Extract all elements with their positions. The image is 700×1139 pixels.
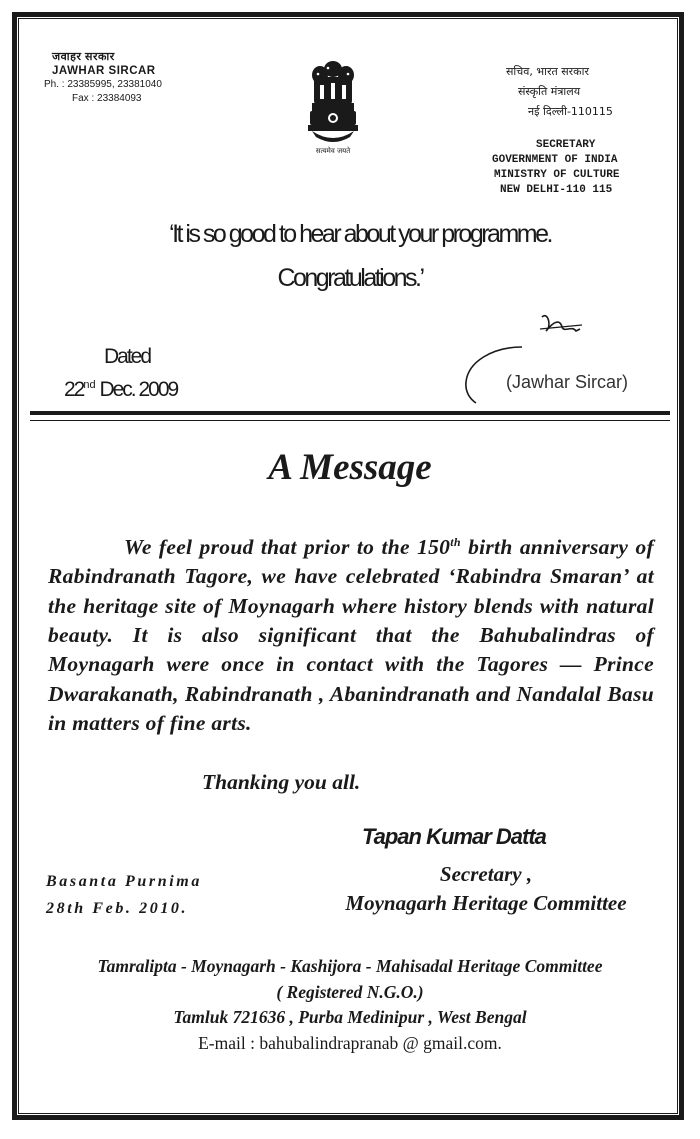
sender-designation-block [316, 860, 656, 918]
occasion-block [46, 868, 202, 922]
fax-number: Fax : 23384093 [72, 93, 142, 104]
sender-designation: Secretary , [439, 862, 533, 886]
message-body [48, 528, 654, 738]
message-title: A Message [268, 447, 432, 488]
letterhead-right-hindi [488, 62, 613, 122]
letterhead-left [44, 50, 162, 106]
letterhead-right-english [488, 138, 668, 198]
committee-name: Tamralipta - Moynagarh - Kashijora - Mahisadal Heritage Committee [97, 956, 603, 976]
hindi-line: संस्कृति मंत्रालय [518, 85, 581, 98]
sender-signature-name: Tapan Kumar Datta [362, 824, 546, 849]
designation-line: NEW DELHI-110 115 [500, 184, 613, 196]
date-suffix: nd [83, 379, 96, 391]
dated-block [64, 343, 177, 404]
hindi-line: नई दिल्ली-110115 [528, 105, 613, 118]
quote-line-1: ‘It is so good to hear about your programme. [169, 220, 551, 248]
message-date: 28th Feb. 2010. [46, 900, 189, 917]
occasion: Basanta Purnima [46, 873, 202, 890]
date-rest: Dec. 2009 [95, 378, 178, 401]
dated-label: Dated [104, 345, 151, 368]
section-divider [30, 411, 670, 415]
designation-line: MINISTRY OF CULTURE [494, 169, 620, 181]
designation-line: SECRETARY [536, 139, 596, 151]
date-day: 22 [64, 378, 84, 401]
emblem-caption: सत्यमेव जयते [315, 147, 351, 155]
body-text: birth anniversary of Rabindranath Tagore, we have celebrated ‘Rabindra Smaran’ at the heritage site of Moynagarh where history blends with natural beauty. It is also significant that the Bahubalindras of Moynagarh were once in contact with the Tagores — Prince Dwarakanath, Rabindranath , Abanindranath and Nandalal Basu in matters of fine arts. [48, 535, 654, 735]
section-divider [30, 420, 670, 421]
lion-capital-icon [298, 55, 368, 147]
name-hindi: जवाहर सरकार [52, 51, 115, 63]
sender-organisation: Moynagarh Heritage Committee [345, 891, 627, 915]
signatory-name: (Jawhar Sircar) [506, 372, 629, 392]
national-emblem [298, 55, 368, 155]
ordinal-suffix: th [450, 535, 461, 549]
dated-date [64, 371, 177, 404]
thanks-line: Thanking you all. [202, 770, 361, 794]
designation-line: GOVERNMENT OF INDIA [492, 154, 618, 166]
body-text: We feel proud that prior to the 150 [124, 535, 451, 560]
address: Tamluk 721636 , Purba Medinipur , West Bengal [173, 1007, 527, 1027]
quote-line-2: Congratulations.’ [277, 264, 423, 292]
footer [30, 954, 670, 1056]
sender-name: JAWHAR SIRCAR [52, 65, 156, 77]
registration: ( Registered N.G.O.) [276, 981, 424, 1002]
hindi-line: सचिव, भारत सरकार [506, 65, 589, 78]
email-address: E-mail : bahubalindrapranab @ gmail.com. [198, 1032, 502, 1053]
phone-number: Ph. : 23385995, 23381040 [44, 79, 162, 90]
